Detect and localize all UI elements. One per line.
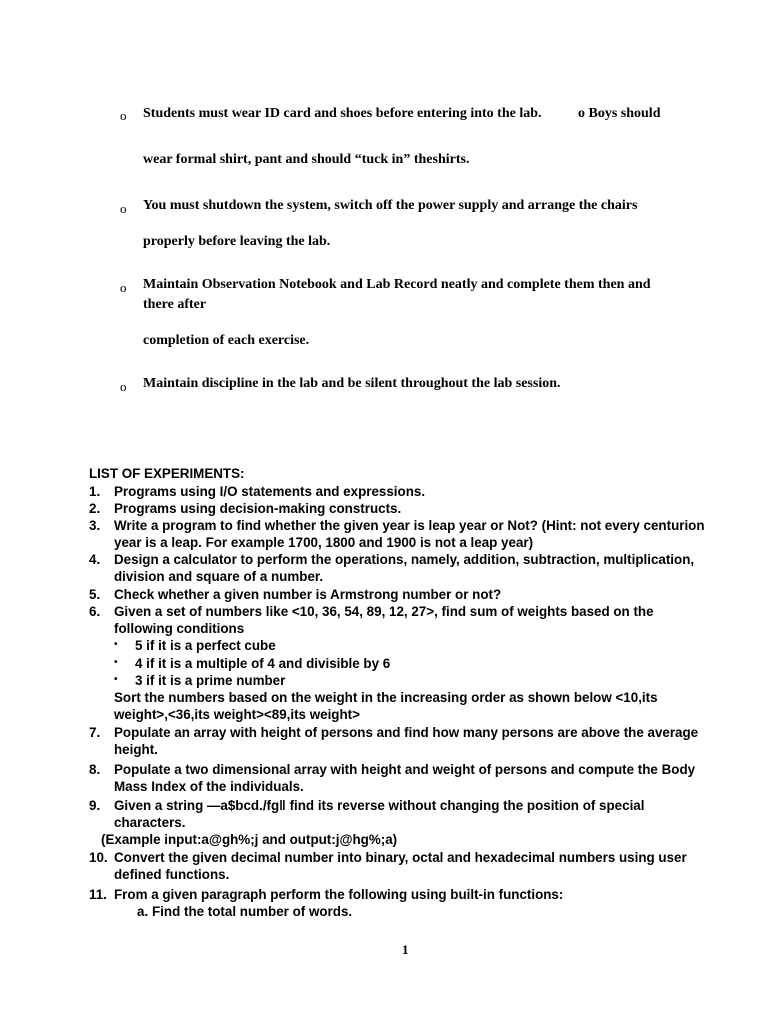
exp-5-num: 5. xyxy=(89,587,101,602)
exp-11-num: 11. xyxy=(89,887,107,902)
condition-1: 5 if it is a perfect cube xyxy=(135,638,276,653)
rule-bullet-4: o xyxy=(120,379,127,394)
rule-2-line-2: properly before leaving the lab. xyxy=(143,234,331,249)
exp-4-line-1: Design a calculator to perform the operations, namely, addition, subtraction, multiplication, xyxy=(114,552,695,567)
exp-9-line-2: characters. xyxy=(114,815,186,830)
exp-3-line-2: year is a leap. For example 1700, 1800 and 1900 is not a leap year) xyxy=(114,535,534,550)
exp-7-line-2: height. xyxy=(114,742,158,757)
exp-6-num: 6. xyxy=(89,604,101,619)
exp-8-line-1: Populate a two dimensional array with height and weight of persons and compute the Body xyxy=(114,762,696,777)
rule-bullet-2: o xyxy=(120,201,127,216)
sub-item-a-label: a. xyxy=(137,904,149,919)
rule-2-line-1: You must shutdown the system, switch off the power supply and arrange the chairs xyxy=(143,198,638,213)
exp-9-num: 9. xyxy=(89,798,101,813)
condition-3: 3 if it is a prime number xyxy=(135,673,286,688)
experiments-heading: LIST OF EXPERIMENTS: xyxy=(89,466,245,481)
exp-8-num: 8. xyxy=(89,762,101,777)
exp-6-line-2: following conditions xyxy=(114,621,245,636)
rule-3-line-3: completion of each exercise. xyxy=(143,333,310,348)
sort-note-line-2: weight>,<36,its weight><89,its weight> xyxy=(114,707,360,722)
exp-10-line-1: Convert the given decimal number into binary, octal and hexadecimal numbers using user xyxy=(114,850,687,865)
exp-10-line-2: defined functions. xyxy=(114,867,230,882)
condition-bullet-1: • xyxy=(114,639,118,650)
exp-7-line-1: Populate an array with height of persons and find how many persons are above the average xyxy=(114,725,699,740)
exp-9-example: (Example input:a@gh%;j and output:j@hg%;a) xyxy=(101,832,398,847)
rule-bullet-3: o xyxy=(120,280,127,295)
exp-2-num: 2. xyxy=(89,501,101,516)
exp-7-num: 7. xyxy=(89,725,101,740)
page-number: 1 xyxy=(402,942,409,957)
exp-8-line-2: Mass Index of the individuals. xyxy=(114,779,304,794)
rule-3-line-1: Maintain Observation Notebook and Lab Record neatly and complete them then and xyxy=(143,277,651,292)
sort-note-line-1: Sort the numbers based on the weight in the increasing order as shown below <10,its xyxy=(114,690,658,705)
exp-1-num: 1. xyxy=(89,484,101,499)
exp-10-num: 10. xyxy=(89,850,108,865)
rule-1-line-1: Students must wear ID card and shoes before entering into the lab. xyxy=(143,106,542,121)
rule-bullet-1: o xyxy=(120,108,127,123)
condition-bullet-3: • xyxy=(114,674,118,685)
exp-3-num: 3. xyxy=(89,518,101,533)
rule-1-line-2: o Boys should xyxy=(578,106,661,121)
exp-4-num: 4. xyxy=(89,552,101,567)
rule-4-line-1: Maintain discipline in the lab and be silent throughout the lab session. xyxy=(143,376,561,391)
condition-2: 4 if it is a multiple of 4 and divisible by 6 xyxy=(135,656,391,671)
sub-item-a-text: Find the total number of words. xyxy=(152,904,353,919)
exp-5-line-1: Check whether a given number is Armstrong number or not? xyxy=(114,587,502,602)
exp-2-line-1: Programs using decision-making constructs. xyxy=(114,501,402,516)
exp-9-line-1: Given a string ―a$bcd./fg‖ find its reverse without changing the position of special xyxy=(114,798,645,813)
exp-6-line-1: Given a set of numbers like <10, 36, 54, 89, 12, 27>, find sum of weights based on the xyxy=(114,604,654,619)
rule-3-line-2: there after xyxy=(143,297,207,312)
exp-1-line-1: Programs using I/O statements and expressions. xyxy=(114,484,426,499)
exp-3-line-1: Write a program to find whether the given year is leap year or Not? (Hint: not every centurion xyxy=(114,518,705,533)
condition-bullet-2: • xyxy=(114,657,118,668)
exp-11-line-1: From a given paragraph perform the following using built-in functions: xyxy=(114,887,564,902)
exp-4-line-2: division and square of a number. xyxy=(114,569,324,584)
rule-1-line-3: wear formal shirt, pant and should “tuck in” theshirts. xyxy=(143,152,470,167)
